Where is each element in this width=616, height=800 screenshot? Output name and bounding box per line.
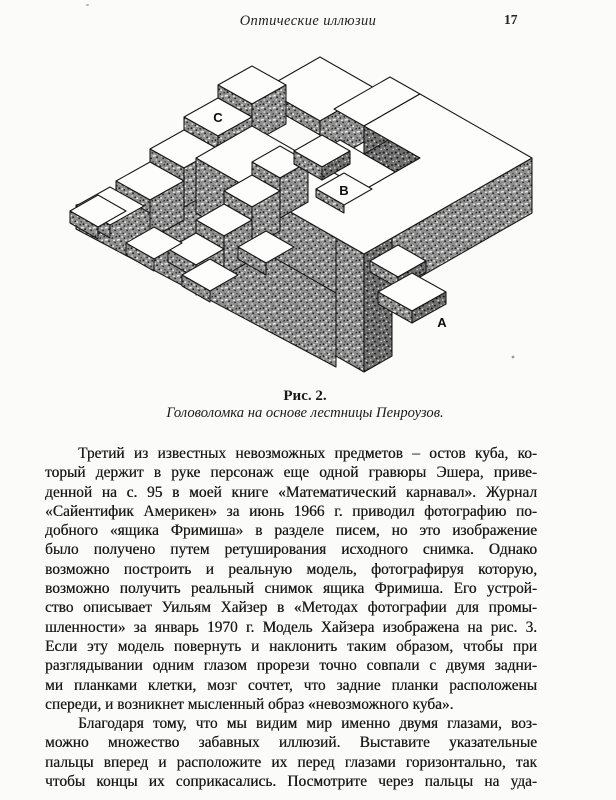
body-text [45,444,537,791]
text-line: возможно получить реальный снимок ящика Фримиша. Его устрой- [45,580,537,598]
figure-caption-label: Рис. 2. [283,388,327,404]
text-line: шленности» за январь 1970 г. Модель Хайзера изображена на рис. 3. [45,618,537,636]
text-line: Если эту модель повернуть и наклонить таким образом, чтобы при [45,637,537,655]
text-line: ство описывает Уильям Хайзер в «Методах фотографии для промы- [45,599,537,617]
paragraph [45,444,537,714]
text-line: чтобы концы их соприкасались. Посмотрите через пальцы на уда- [45,773,537,791]
figure-label-a: A [437,315,447,330]
figure-label-b: B [339,183,349,198]
text-line: было получено путем ретуширования исходного снимка. Однако [45,541,537,559]
scan-speck [86,4,89,6]
text-line: «Сайентифик Америкен» за июнь 1966 г. приводил фотографию по- [45,502,537,520]
text-line: разглядывании одним глазом прорези точно совпали с двумя задни- [45,657,537,675]
figure-illustration [58,55,558,385]
figure-label-c: C [213,110,223,125]
pillar-sw-face [336,238,364,372]
figure-caption-text: Головоломка на основе лестницы Пенроузов. [166,405,444,421]
text-line: можно множество забавных иллюзий. Выставите указательные [45,734,537,752]
page-number: 17 [504,12,518,27]
running-header-title: Оптические иллюзии [239,13,377,29]
scan-speck [512,356,515,359]
text-line: добного «ящика Фримиша» в разделе писем, но это изображение [45,522,537,540]
text-line: пальцы вперед и расположите их перед глазами горизонтально, так [45,753,537,771]
figure-caption [55,388,555,421]
text-line: Третий из известных невозможных предметов – остов куба, ко- [78,445,537,462]
text-line: возможно построить и реальную модель, фотографируя которую, [45,560,537,578]
text-line: спереди, и возникнет мысленный образ «невозможного куба». [45,695,454,713]
paragraph [45,714,537,791]
text-line: ми планками клетки, мозг сочтет, что задние планки расположены [45,676,537,694]
impossible-structure-drawing [70,57,532,372]
text-line: Благодаря тому, что мы видим мир именно двумя глазами, воз- [78,715,537,733]
text-line: торый держит в руке персонаж еще одной гравюры Эшера, приве- [45,464,537,482]
text-line: денной на с. 95 в моей книге «Математический карнавал». Журнал [45,483,537,501]
